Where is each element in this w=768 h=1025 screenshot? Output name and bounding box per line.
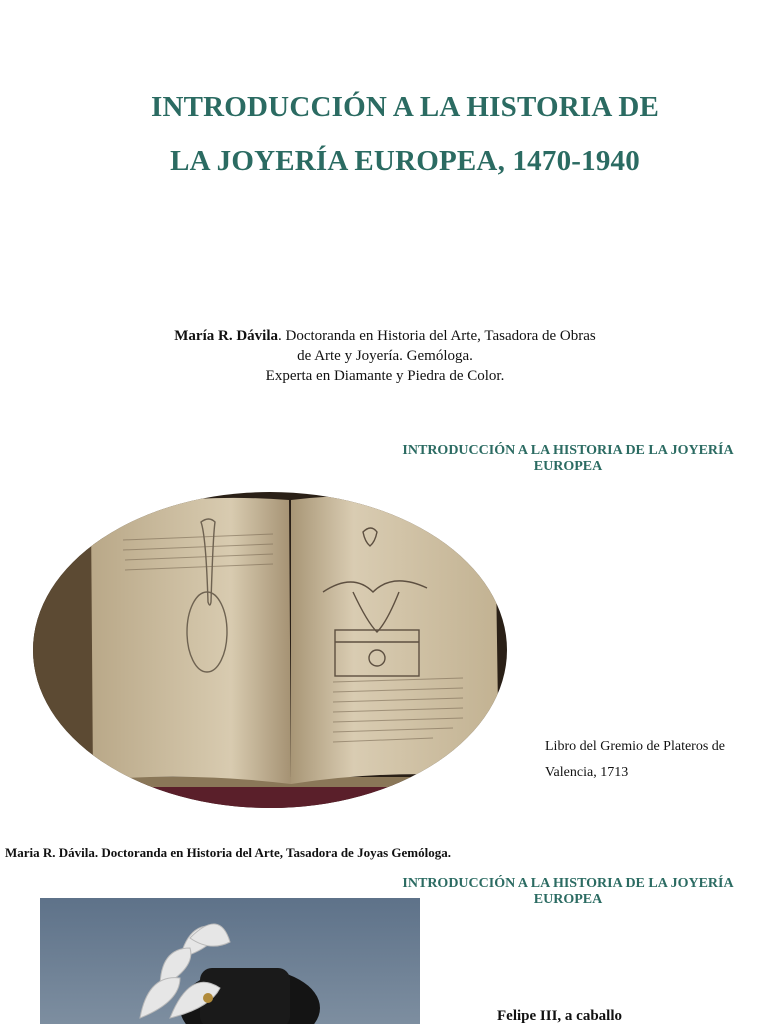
title-line-2: LA JOYERÍA EUROPEA, 1470-1940: [170, 145, 640, 177]
slide-1-caption-line-1: Libro del Gremio de Plateros de: [545, 739, 726, 754]
slide-2-caption: Felipe III, a caballo: [497, 1008, 623, 1024]
author-line-3: Experta en Diamante y Piedra de Color.: [265, 368, 505, 384]
author-line-1: [60, 326, 710, 346]
author-block: [60, 326, 710, 386]
slide-2-heading: [368, 876, 768, 908]
slide-1-heading: [368, 443, 768, 475]
author-line-2: de Arte y Joyería. Gemóloga.: [297, 348, 473, 364]
manuscript-book-photo: [33, 492, 507, 808]
slide-1-heading-line-2: EUROPEA: [533, 459, 603, 474]
slide-1-footer: Maria R. Dávila. Doctoranda en Historia del Arte, Tasadora de Joyas Gemóloga.: [5, 845, 451, 860]
slide-1-caption: [545, 734, 765, 786]
author-name: María R. Dávila: [174, 328, 278, 344]
document-title: [0, 80, 768, 188]
author-credentials: . Doctoranda en Historia del Arte, Tasadora de Obras: [278, 328, 596, 344]
slide-1-heading-line-1: INTRODUCCIÓN A LA HISTORIA DE LA JOYERÍA: [402, 443, 734, 458]
feathered-hat-illustration: [40, 898, 420, 1024]
manuscript-book-illustration: [33, 492, 507, 808]
slide-2-heading-line-2: EUROPEA: [533, 892, 603, 907]
slide-2-heading-line-1: INTRODUCCIÓN A LA HISTORIA DE LA JOYERÍA: [402, 876, 734, 891]
title-line-1: INTRODUCCIÓN A LA HISTORIA DE: [150, 91, 660, 123]
felipe-iii-portrait-photo: [40, 898, 420, 1024]
slide-1-caption-line-2: Valencia, 1713: [545, 765, 629, 780]
